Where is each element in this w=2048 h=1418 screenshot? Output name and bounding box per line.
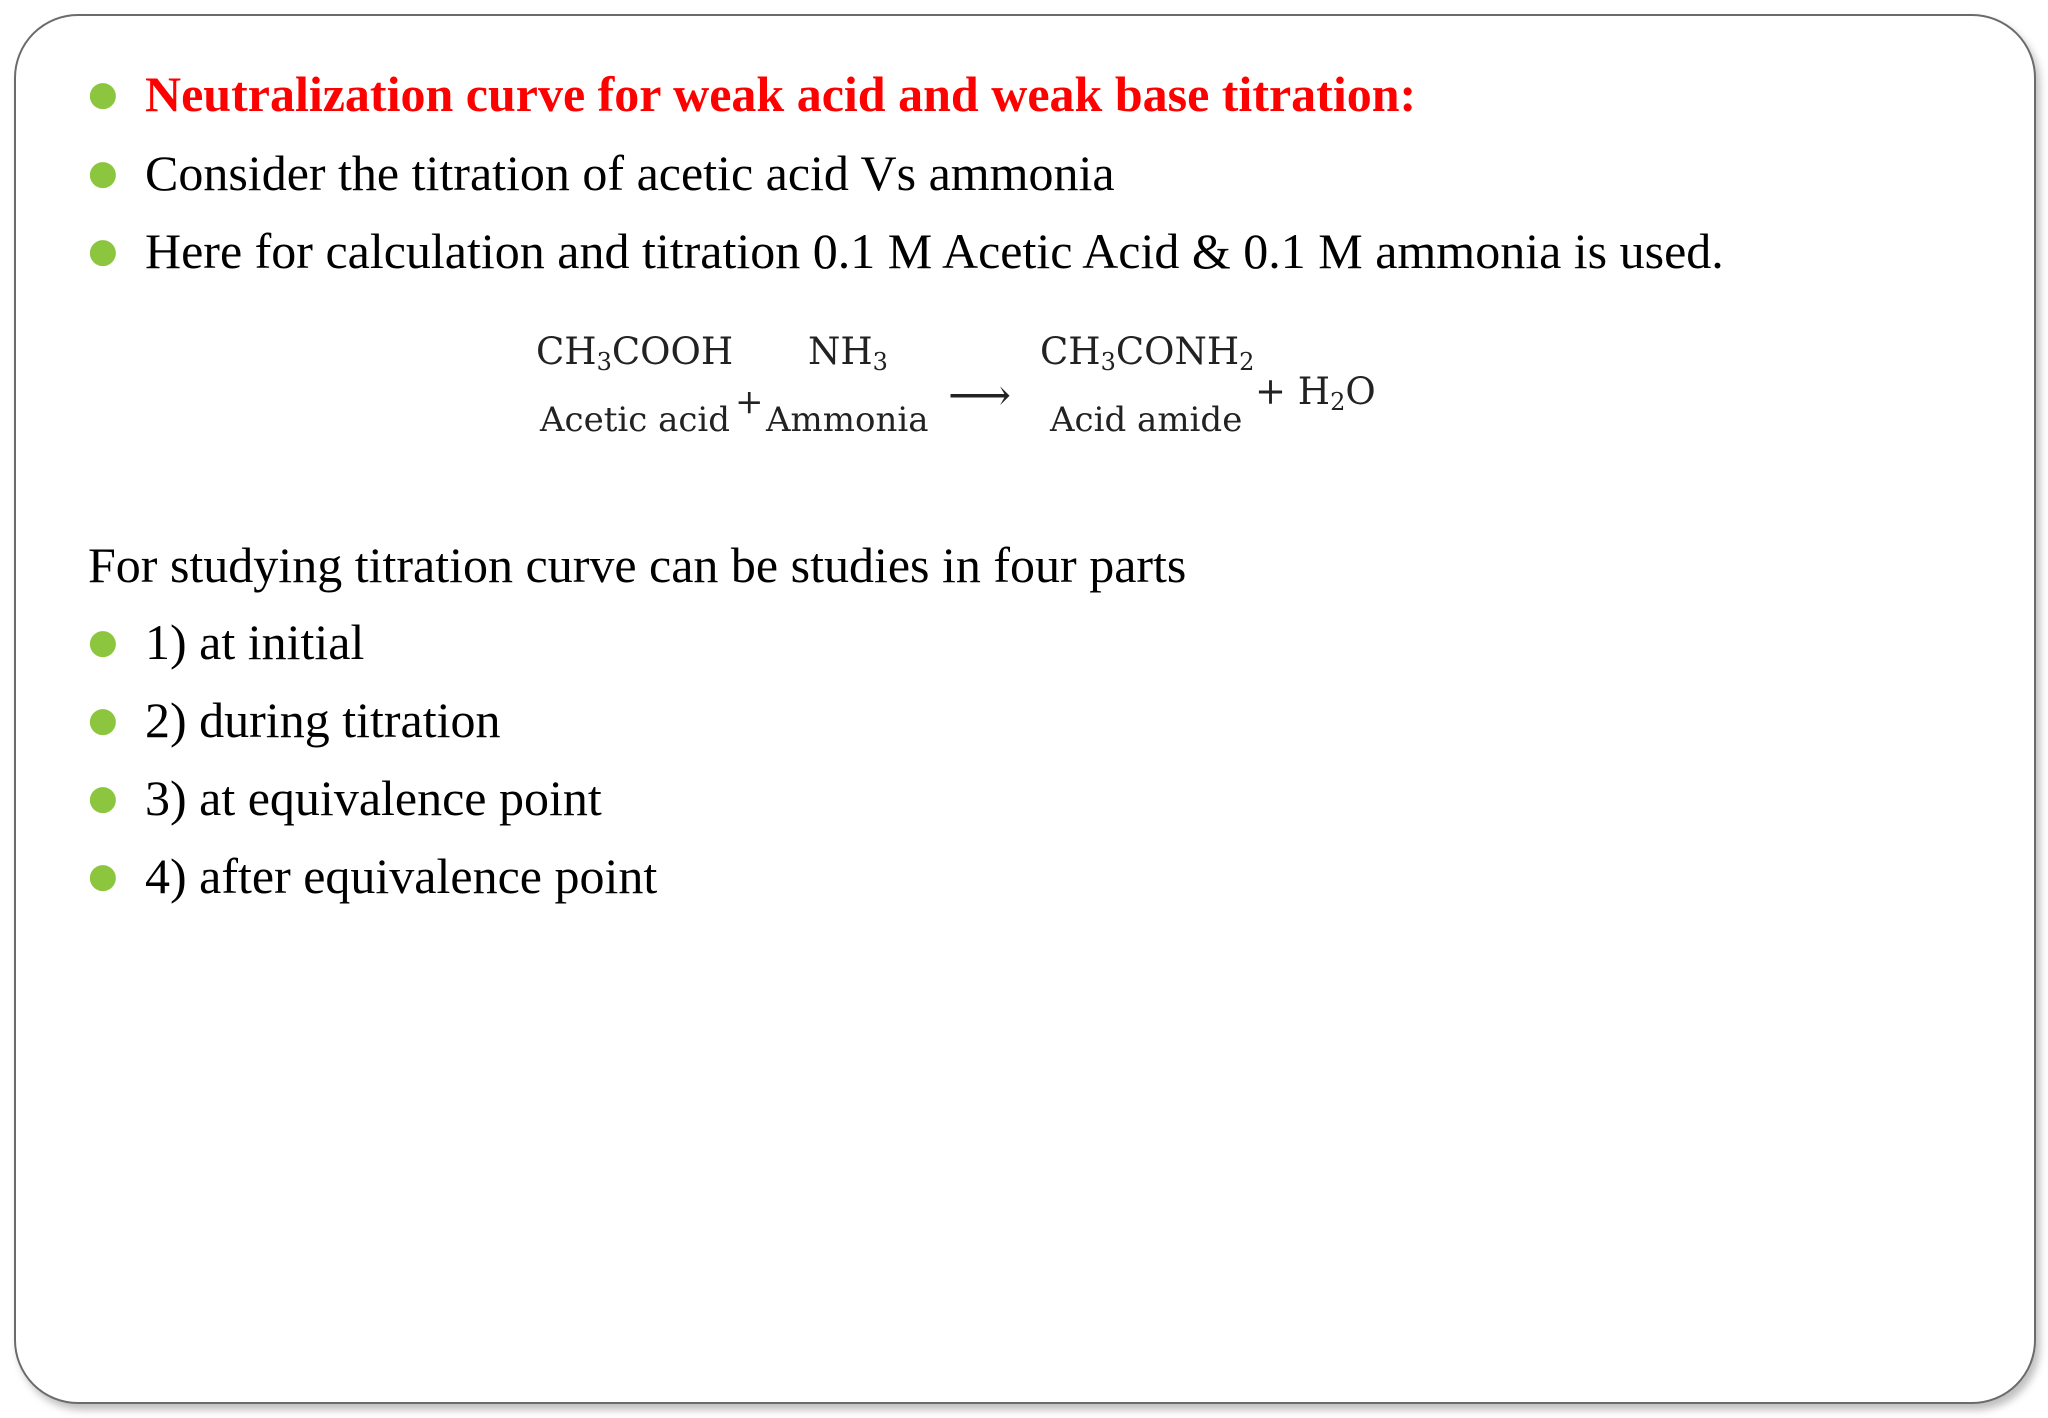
intro-text: For studying titration curve can be studies in four parts <box>88 537 1187 593</box>
ammonia-formula: $NH_3$ <box>808 330 888 376</box>
ammonia-label: Ammonia <box>766 400 929 440</box>
part-text: 2) during titration <box>145 692 501 748</box>
acid-amide-label: Acid amide <box>1050 400 1243 440</box>
part-text: 1) at initial <box>145 614 365 670</box>
part-item <box>88 690 501 750</box>
bullet-text: Consider the titration of acetic acid Vs ammonia <box>145 145 1115 201</box>
bullet-icon: ● <box>88 856 118 896</box>
acetic-acid-formula: $CH_3COOH$ <box>536 330 734 376</box>
bullet-icon: ● <box>88 778 118 818</box>
heading-row <box>88 64 1416 124</box>
slide-title: Neutralization curve for weak acid and weak base titration: <box>145 66 1417 122</box>
part-item <box>88 612 364 672</box>
bullet-icon: ● <box>88 231 118 271</box>
bullet-icon: ● <box>88 700 118 740</box>
bullet-icon: ● <box>88 622 118 662</box>
acid-amide-formula: $CH_3CONH_2$ <box>1040 330 1255 376</box>
part-text: 3) at equivalence point <box>145 770 602 826</box>
bullet-icon: ● <box>88 74 118 114</box>
bullet-item <box>88 143 1115 203</box>
reaction-arrow: ⟶ <box>948 370 1012 421</box>
part-item <box>88 768 602 828</box>
plus-sign: + <box>735 382 764 422</box>
water-term: + $H_2O$ <box>1255 370 1376 416</box>
part-text: 4) after equivalence point <box>145 848 658 904</box>
reaction-equation <box>530 330 1390 460</box>
bullet-text: Here for calculation and titration 0.1 M Acetic Acid & 0.1 M ammonia is used. <box>145 223 1724 279</box>
bullet-icon: ● <box>88 153 118 193</box>
bullet-item <box>88 221 1724 281</box>
acetic-acid-label: Acetic acid <box>540 400 731 440</box>
part-item <box>88 846 657 906</box>
